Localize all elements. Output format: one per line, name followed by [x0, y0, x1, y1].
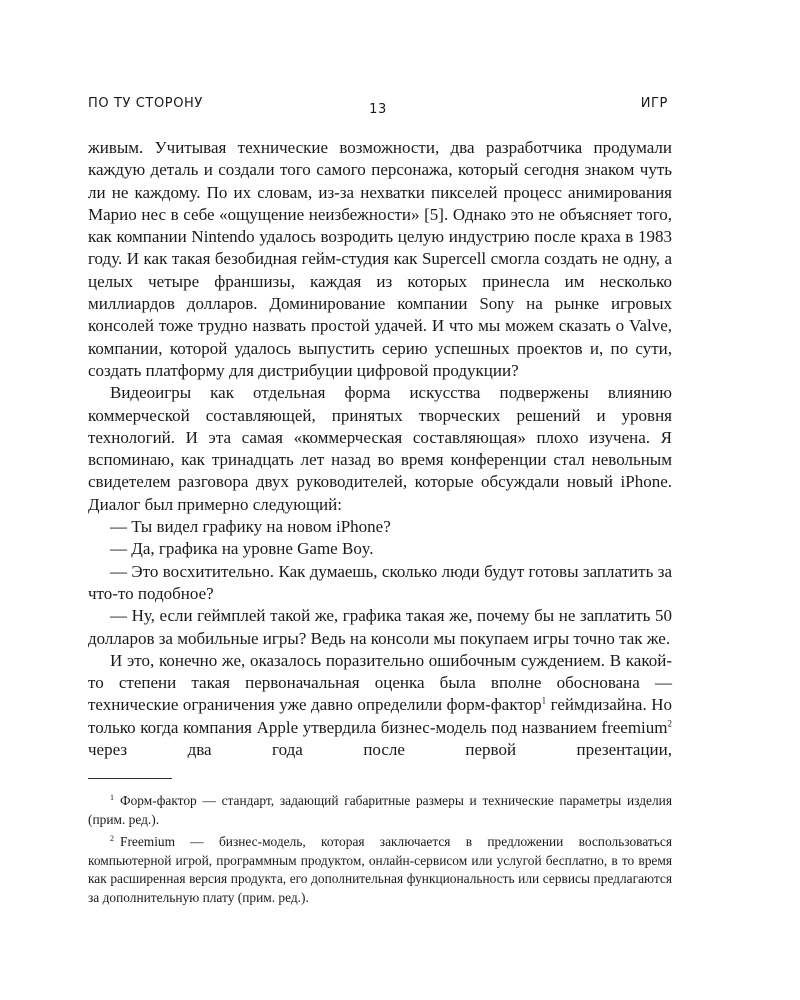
footnotes [88, 792, 672, 912]
footnote-1-marker: 1 [110, 792, 114, 802]
dialogue-line-3: — Это восхитительно. Как думаешь, сколько люди будут готовы заплатить за что-то подобное? [88, 561, 672, 603]
footnote-ref-1: 1 [541, 695, 547, 706]
dialogue-line-1: — Ты видел графику на новом iPhone? [110, 517, 391, 537]
paragraph-3-part-a: И это, конечно же, оказалось поразительно ошибочным суждением. В какой-то степени такая первоначальная оценка была вполне обоснована — технические ограничения уже давно определили форм-фактор [88, 650, 672, 715]
paragraph-1: живым. Учитывая технические возможности, два разработчика продумали каждую деталь и создали того самого персонажа, который сегодня знаком чуть ли не каждому. По их словам, из-за нехватки пикселей процесс анимирования Марио нес в себе «ощущение неизбежности» [5]. Однако это не объясняет того, как компании Nintendo удалось возродить целую индустрию после краха в 1983 году. И как такая безобидная гейм-студия как Supercell смогла создать не одну, а целых четыре франшизы, каждая из которых принесла им несколько миллиардов долларов. Доминирование компании Sony на рынке игровых консолей тоже трудно назвать простой удачей. И что мы можем сказать о Valve, компании, которой удалось выпустить серию успешных проектов и, по сути, создать платформу для дистрибуции цифровой продукции? [88, 138, 672, 380]
footnote-2 [88, 833, 672, 907]
page-number: 13 [369, 102, 387, 117]
paragraph-2: Видеоигры как отдельная форма искусства подвержены влиянию коммерческой составляющей, принятых творческих решений и уровня технологий. И эта самая «коммерческая составляющая» плохо изучена. Я вспоминаю, как тринадцать лет назад во время конференции стал невольным свидетелем разговора двух руководителей, которые обсуждали новый iPhone. Диалог был примерно следующий: [88, 383, 672, 514]
header-book-title-right: ИГР [640, 96, 668, 111]
dialogue-line-4: — Ну, если геймплей такой же, графика такая же, почему бы не заплатить 50 долларов за мобильные игры? Ведь на консоли мы покупаем игры точно так же. [88, 606, 672, 648]
dialogue-line-2: — Да, графика на уровне Game Boy. [110, 539, 374, 559]
header-book-title-left: ПО ТУ СТОРОНУ [88, 96, 203, 111]
footnote-1-text: Форм-фактор — стандарт, задающий габаритные размеры и технические параметры изделия (прим. ред.). [88, 793, 672, 827]
paragraph-3-part-c: через два года после первой презентации, [88, 740, 672, 760]
footnote-2-marker: 2 [110, 833, 114, 843]
paragraph-3-part-b: геймдизайна. Но только когда компания Apple утвердила бизнес-модель под названием freemium [88, 695, 672, 737]
paragraph-3 [88, 650, 672, 761]
main-text [88, 137, 672, 761]
footnote-2-text: Freemium — бизнес-модель, которая заключается в предложении воспользоваться компьютерной игрой, программным продуктом, онлайн-сервисом или услугой бесплатно, в то время как расширенная версия продукта, его дополнительная функциональность или сервисы предлагаются за дополнительную плату (прим. ред.). [88, 834, 672, 905]
footnote-ref-2: 2 [667, 718, 672, 729]
running-header [88, 96, 668, 118]
footnote-1 [88, 792, 672, 829]
footnote-divider [88, 778, 172, 779]
